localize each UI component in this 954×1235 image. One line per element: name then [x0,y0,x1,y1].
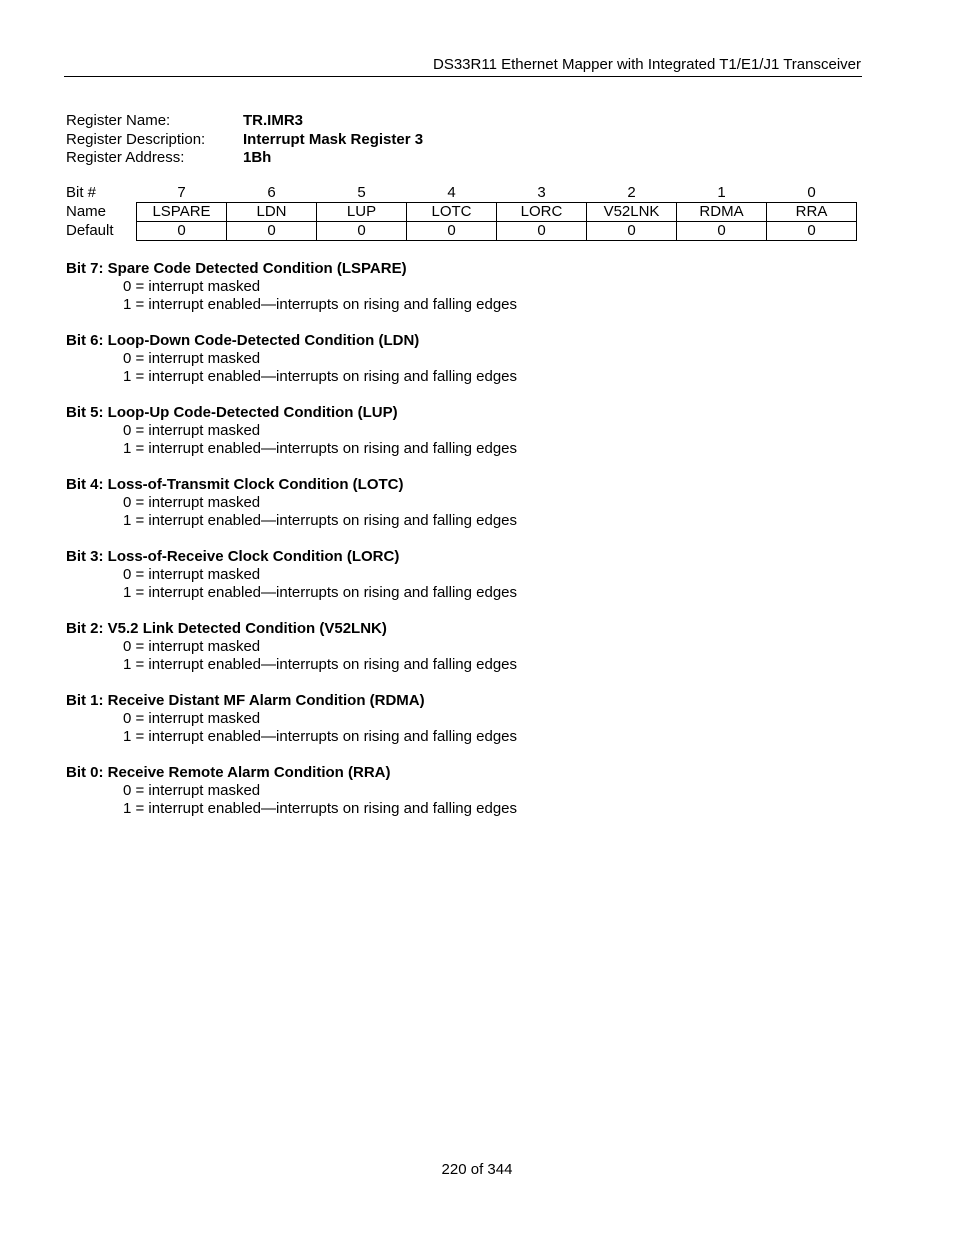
bit-number: 2 [627,184,636,201]
bit-4-description [66,476,866,530]
bit-name-cell: LOTC [407,203,497,222]
bit-value-line: 1 = interrupt enabled—interrupts on rising and falling edges [123,368,517,385]
bit-default-cell: 0 [587,222,677,241]
bit-value-line: 0 = interrupt masked [123,710,261,727]
bit-value-line: 0 = interrupt masked [123,782,261,799]
bit-0-description [66,764,866,818]
bit-heading: Bit 1: Receive Distant MF Alarm Condition (RDMA) [66,692,425,709]
bit-name-label: Name [66,203,107,220]
bit-5-description [66,404,866,458]
bit-value-line: 1 = interrupt enabled—interrupts on rising and falling edges [123,800,517,817]
header-divider [64,76,862,77]
bit-number-row [64,184,857,203]
page-number: 220 of 344 [441,1161,513,1178]
bit-default-cell: 0 [407,222,497,241]
bit-name-cell: RDMA [677,203,767,222]
bit-number: 1 [717,184,726,201]
bit-heading: Bit 4: Loss-of-Transmit Clock Condition (LOTC) [66,476,404,493]
bit-name-cell: V52LNK [587,203,677,222]
bit-value-line: 0 = interrupt masked [123,422,261,439]
bit-number: 0 [807,184,816,201]
document-header-title: DS33R11 Ethernet Mapper with Integrated T1/E1/J1 Transceiver [432,56,861,73]
register-address-row [66,149,423,168]
bit-number: 3 [537,184,546,201]
bit-value-line: 1 = interrupt enabled—interrupts on rising and falling edges [123,440,517,457]
bit-name-row [64,203,857,222]
bit-1-description [66,692,866,746]
bit-number: 7 [177,184,186,201]
register-info [66,112,423,168]
bit-7-description [66,260,866,314]
bit-default-cell: 0 [317,222,407,241]
bit-heading: Bit 2: V5.2 Link Detected Condition (V52LNK) [66,620,387,637]
register-name-value: TR.IMR3 [243,112,303,129]
bit-6-description [66,332,866,386]
bit-default-cell: 0 [767,222,857,241]
bit-value-line: 0 = interrupt masked [123,494,261,511]
bit-default-label: Default [66,222,114,239]
register-description-row [66,131,423,150]
bit-number: 6 [267,184,276,201]
bit-name-cell: LDN [227,203,317,222]
bit-value-line: 0 = interrupt masked [123,278,261,295]
register-description-value: Interrupt Mask Register 3 [243,130,424,148]
bit-default-cell: 0 [137,222,227,241]
bit-number: 5 [357,184,366,201]
bit-value-line: 1 = interrupt enabled—interrupts on rising and falling edges [123,296,517,313]
bit-heading: Bit 0: Receive Remote Alarm Condition (RRA) [66,764,391,781]
bit-3-description [66,548,866,602]
register-name-row [66,112,423,131]
bit-number-label: Bit # [66,184,97,202]
bit-default-row [64,222,857,241]
bit-map-table [64,184,857,241]
bit-default-cell: 0 [227,222,317,241]
bit-default-cell: 0 [497,222,587,241]
bit-2-description [66,620,866,674]
bit-name-cell: LSPARE [137,203,227,222]
bit-value-line: 1 = interrupt enabled—interrupts on rising and falling edges [123,584,517,601]
bit-number: 4 [447,184,456,201]
bit-heading: Bit 7: Spare Code Detected Condition (LSPARE) [66,260,407,277]
bit-value-line: 1 = interrupt enabled—interrupts on rising and falling edges [123,656,517,673]
bit-value-line: 0 = interrupt masked [123,566,261,583]
bit-heading: Bit 5: Loop-Up Code-Detected Condition (LUP) [66,404,398,421]
register-address-value: 1Bh [243,149,272,166]
bit-value-line: 1 = interrupt enabled—interrupts on rising and falling edges [123,728,517,745]
register-name-label: Register Name: [66,112,171,129]
bit-value-line: 0 = interrupt masked [123,350,261,367]
register-description-label: Register Description: [66,130,206,148]
bit-value-line: 0 = interrupt masked [123,638,261,655]
bit-value-line: 1 = interrupt enabled—interrupts on rising and falling edges [123,512,517,529]
register-address-label: Register Address: [66,149,185,166]
bit-default-cell: 0 [677,222,767,241]
bit-name-cell: LUP [317,203,407,222]
bit-descriptions [66,260,866,836]
bit-name-cell: LORC [497,203,587,222]
bit-heading: Bit 3: Loss-of-Receive Clock Condition (LORC) [66,548,400,565]
bit-heading: Bit 6: Loop-Down Code-Detected Condition (LDN) [66,332,420,349]
bit-name-cell: RRA [767,203,857,222]
